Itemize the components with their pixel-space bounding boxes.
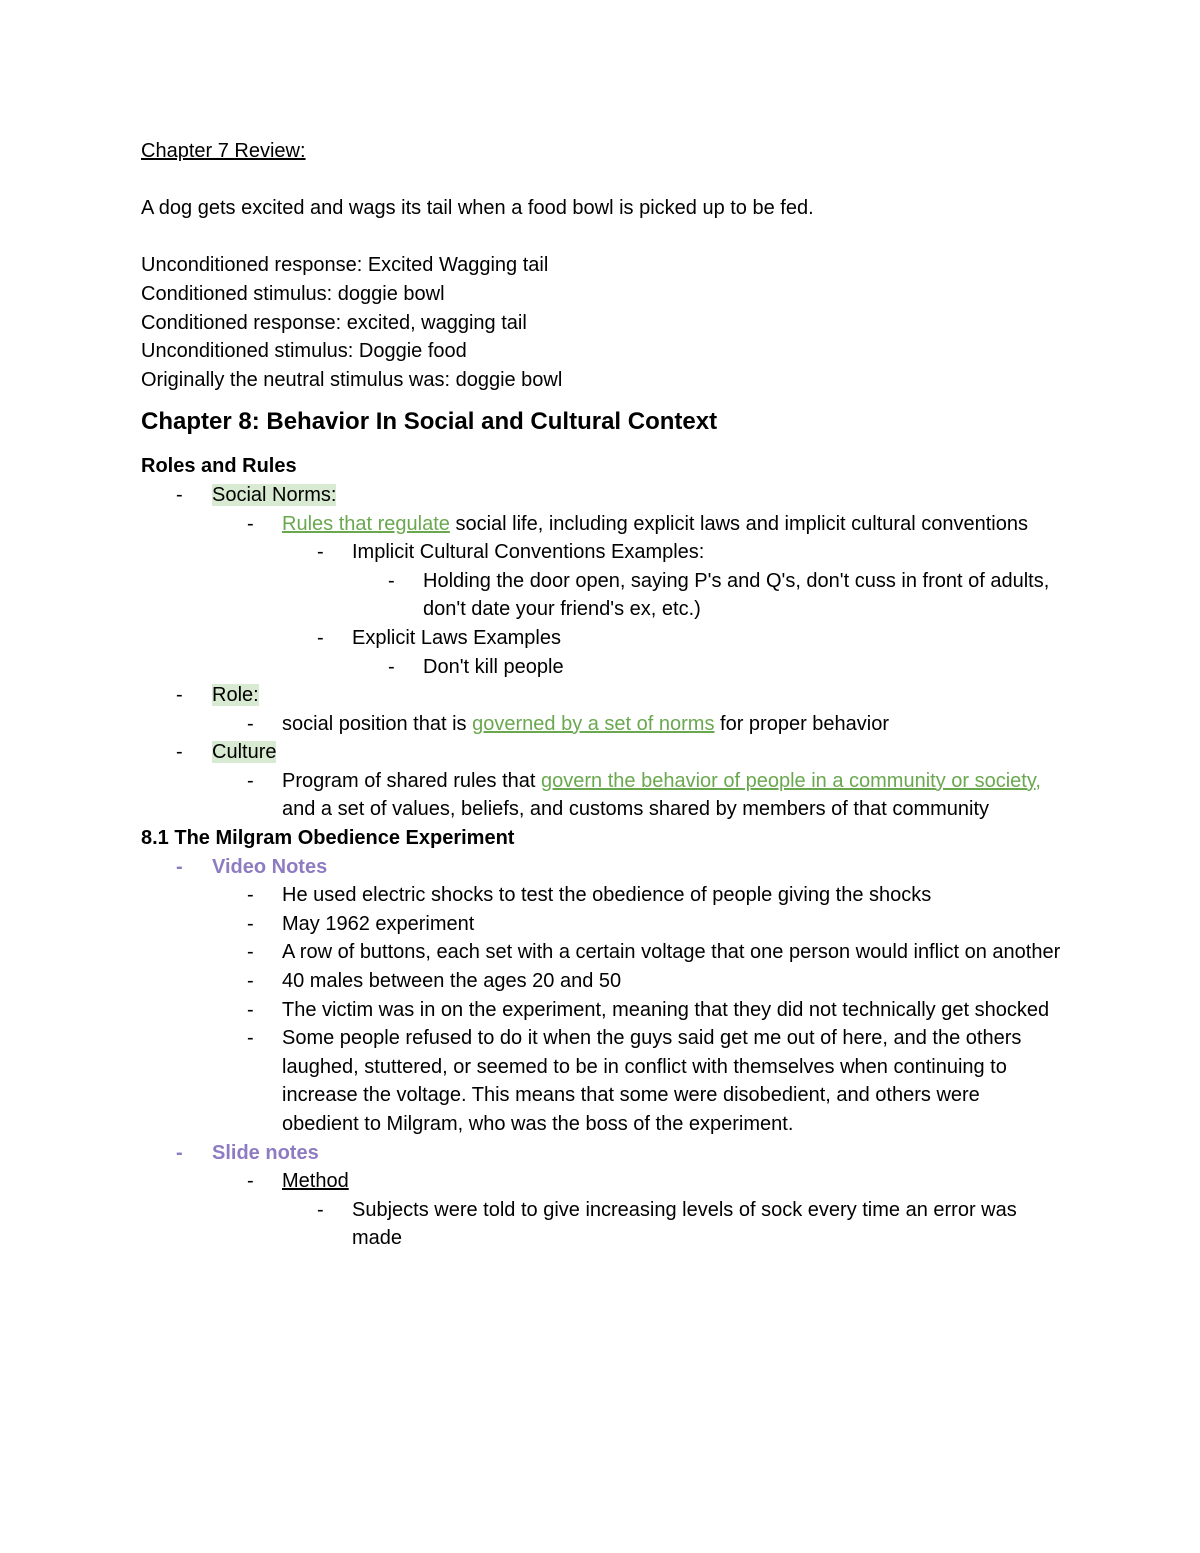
bullet-dash: - [247, 769, 254, 792]
list-item-slide-notes [141, 1139, 1061, 1168]
bullet-dash: - [247, 941, 254, 964]
bullet-dash: - [247, 970, 254, 993]
bullet-dash: - [247, 884, 254, 907]
bullet-dash: - [176, 855, 183, 878]
list-item-social-norms-definition [141, 510, 1061, 539]
list-item-role [141, 681, 1061, 710]
bullet-dash: - [247, 1027, 254, 1050]
chapter-8-title: Chapter 8: Behavior In Social and Cultural Context [141, 408, 718, 436]
chapter-7-title: Chapter 7 Review: [141, 140, 306, 162]
list-item-role-definition [141, 710, 1061, 739]
role-definition-pre: social position that is [282, 712, 473, 735]
list-item-explicit-laws [141, 624, 1061, 653]
bullet-dash: - [176, 483, 183, 506]
neutral-stimulus-line: Originally the neutral stimulus was: doggie bowl [141, 368, 563, 391]
bullet-dash: - [317, 541, 324, 564]
culture-key-phrase: govern the behavior of people in a community or society, [541, 769, 1041, 792]
culture-definition-post: and a set of values, beliefs, and customs shared by members of that community [282, 798, 990, 821]
video-note-text: May 1962 experiment [282, 912, 475, 935]
chapter-7-scenario: A dog gets excited and wags its tail when a food bowl is picked up to be fed. [141, 197, 814, 220]
conditioned-response-line: Conditioned response: excited, wagging tail [141, 311, 527, 334]
unconditioned-stimulus-line: Unconditioned stimulus: Doggie food [141, 340, 467, 363]
social-norms-label: Social Norms: [212, 483, 337, 506]
method-label: Method [282, 1170, 349, 1193]
list-item-implicit-conventions [141, 538, 1061, 567]
bullet-dash: - [247, 512, 254, 535]
list-item-social-norms [141, 481, 1061, 510]
list-item-video-note [141, 967, 1061, 996]
conditioned-stimulus-line: Conditioned stimulus: doggie bowl [141, 282, 445, 305]
bullet-dash: - [388, 569, 395, 592]
social-norms-definition-rest: social life, including explicit laws and implicit cultural conventions [449, 512, 1028, 535]
list-item-video-note [141, 910, 1061, 939]
explicit-example-text: Don't kill people [423, 655, 564, 678]
unconditioned-response-line: Unconditioned response: Excited Wagging tail [141, 254, 549, 277]
slide-notes-label: Slide notes [212, 1141, 319, 1164]
implicit-example-text: Holding the door open, saying P's and Q's, don't cuss in front of adults, don't date your friend's ex, etc.) [423, 569, 1050, 621]
explicit-laws-label: Explicit Laws Examples [352, 626, 561, 649]
bullet-dash: - [247, 998, 254, 1021]
implicit-conventions-label: Implicit Cultural Conventions Examples: [352, 541, 705, 564]
video-note-text: The victim was in on the experiment, meaning that they did not technically get shocked [282, 998, 1050, 1021]
video-note-text: He used electric shocks to test the obedience of people giving the shocks [282, 884, 932, 907]
list-item-culture [141, 738, 1061, 767]
bullet-dash: - [317, 1198, 324, 1221]
list-item-video-note [141, 996, 1061, 1025]
role-key-phrase: governed by a set of norms [472, 712, 715, 735]
video-notes-label: Video Notes [212, 855, 328, 878]
list-item-video-note [141, 938, 1061, 967]
method-note-text: Subjects were told to give increasing levels of sock every time an error was made [352, 1198, 1017, 1250]
culture-label: Culture [212, 741, 277, 764]
list-item-video-note [141, 1024, 1061, 1138]
culture-definition-pre: Program of shared rules that [282, 769, 542, 792]
social-norms-key-phrase: Rules that regulate [282, 512, 450, 535]
video-note-text: 40 males between the ages 20 and 50 [282, 970, 622, 993]
list-item-video-notes [141, 853, 1061, 882]
video-note-text: A row of buttons, each set with a certain voltage that one person would inflict on another [282, 941, 1061, 964]
list-item-method-note [141, 1196, 1061, 1253]
video-note-text: Some people refused to do it when the guys said get me out of here, and the others laughed, stuttered, or seemed to be in conflict with themselves when continuing to increase the voltage. This means that some were disobedient, and others were obedient to Milgram, who was the boss of the experiment. [282, 1027, 1022, 1135]
list-item-explicit-example [141, 653, 1061, 682]
bullet-dash: - [317, 626, 324, 649]
document-page [141, 137, 1061, 1253]
bullet-dash: - [176, 684, 183, 707]
list-item-implicit-example [141, 567, 1061, 624]
bullet-dash: - [247, 712, 254, 735]
bullet-dash: - [247, 912, 254, 935]
role-label: Role: [212, 684, 259, 707]
list-item-culture-definition [141, 767, 1061, 824]
list-item-video-note [141, 881, 1061, 910]
milgram-heading: 8.1 The Milgram Obedience Experiment [141, 827, 515, 850]
list-item-method [141, 1167, 1061, 1196]
bullet-dash: - [176, 1141, 183, 1164]
role-definition-post: for proper behavior [714, 712, 890, 735]
bullet-dash: - [388, 655, 395, 678]
bullet-dash: - [176, 741, 183, 764]
bullet-dash: - [247, 1170, 254, 1193]
roles-and-rules-heading: Roles and Rules [141, 455, 297, 478]
